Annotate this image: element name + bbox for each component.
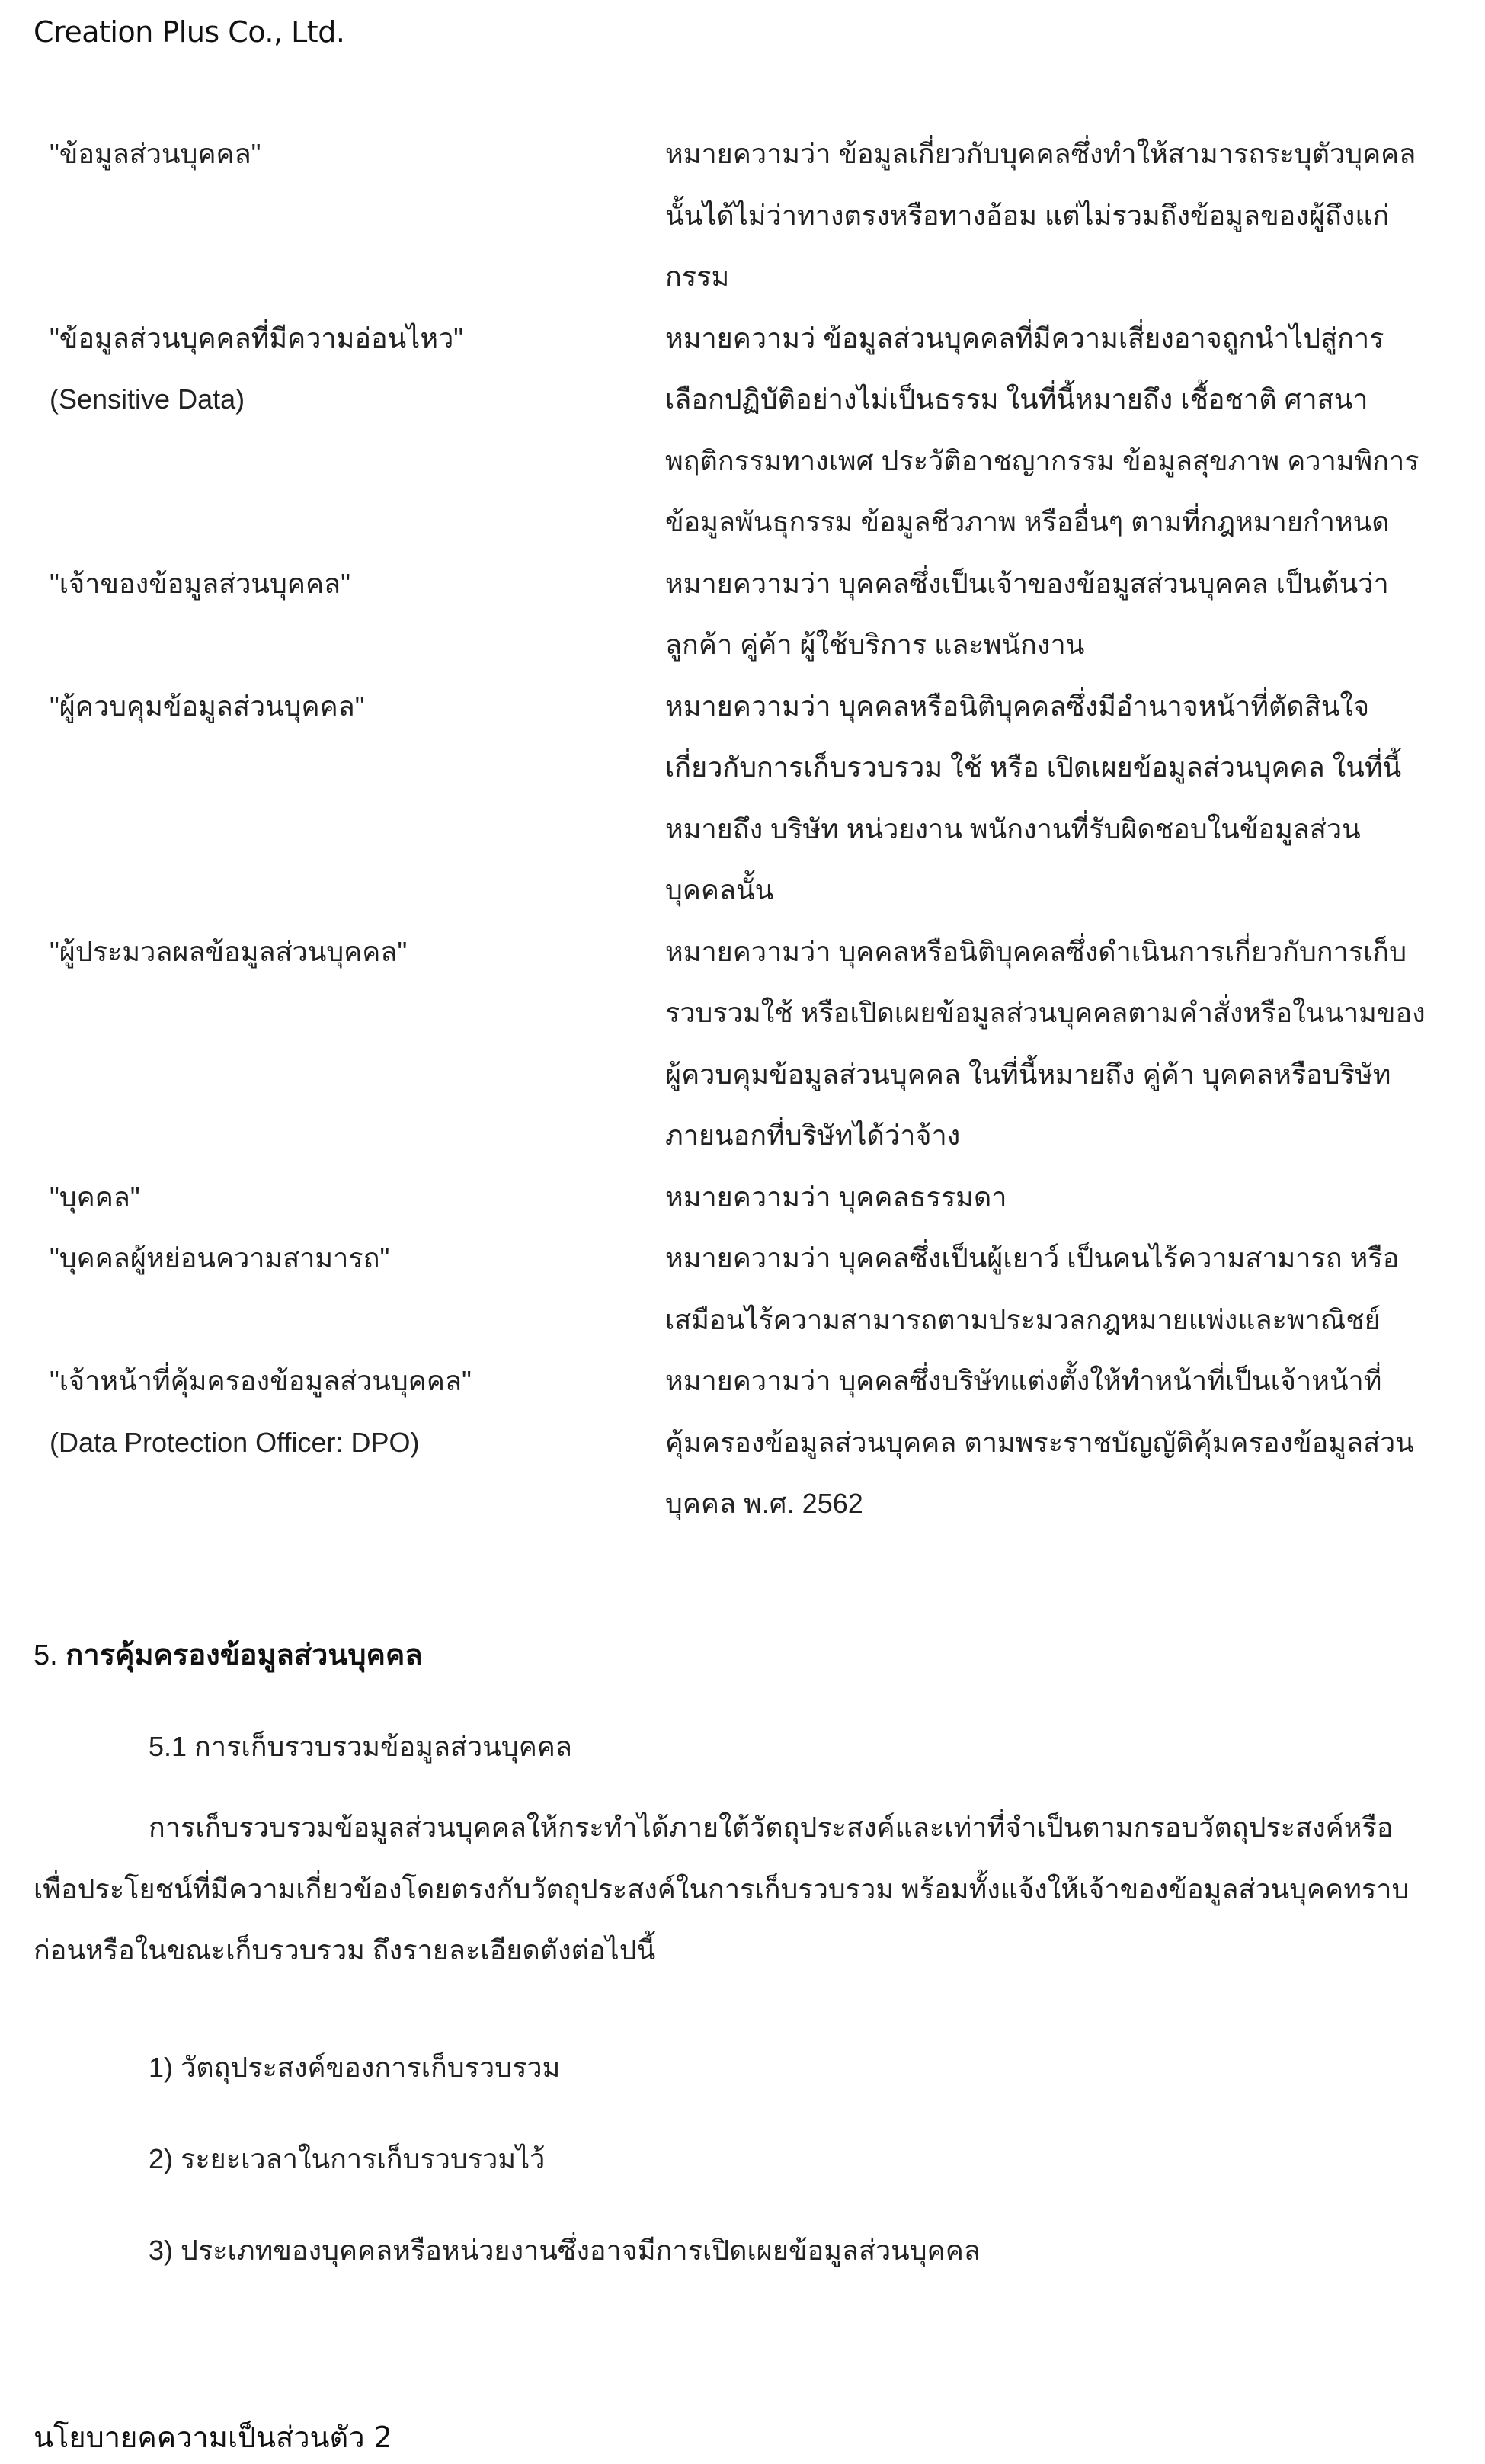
definition-term: [0, 1351, 616, 1473]
body-paragraph: [34, 1797, 1458, 1982]
definition-row: [0, 553, 1485, 676]
description-line: ภายนอกที่บริษัทได้ว่าจ้าง: [665, 1120, 961, 1151]
description-line: เกี่ยวกับการเก็บรวบรวม ใช้ หรือ เปิดเผยข้อมูลส่วนบุคคล ในที่นี้: [665, 751, 1402, 783]
definition-row: [0, 308, 1485, 553]
description-line: นั้นได้ไม่ว่าทางตรงหรือทางอ้อม แต่ไม่รวมถึงข้อมูลของผู้ถึงแก่: [665, 199, 1390, 231]
term-label: "ผู้ควบคุมข้อมูลส่วนบุคคล": [50, 690, 365, 722]
description-line: หมายความว่า บุคคลซึ่งเป็นผู้เยาว์ เป็นคนไร้ความสามารถ หรือ: [665, 1242, 1400, 1274]
description-line: หมายความว่า บุคคลซึ่งบริษัทแต่งตั้งให้ทำหน้าที่เป็นเจ้าหน้าที่: [665, 1365, 1382, 1396]
definition-row: [0, 1167, 1485, 1229]
description-line: หมายถึง บริษัท หน่วยงาน พนักงานที่รับผิดชอบในข้อมูลส่วน: [665, 812, 1361, 844]
term-label: "ข้อมูลส่วนบุคคลที่มีความอ่อนไหว": [50, 322, 464, 354]
description-line: ผู้ควบคุมข้อมูลส่วนบุคคล ในที่นี้หมายถึง คู่ค้า บุคคลหรือบริษัท: [665, 1058, 1391, 1090]
definition-term: [0, 676, 616, 738]
term-label: "บุคคลผู้หย่อนความสามารถ": [50, 1242, 390, 1274]
term-sublabel: (Data Protection Officer: DPO): [50, 1426, 420, 1458]
description-line: ข้อมูลพันธุกรรม ข้อมูลชีวภาพ หรืออื่นๆ ตามที่กฎหมายกำหนด: [665, 506, 1390, 537]
definition-term: [0, 921, 616, 983]
definition-description: [616, 1167, 1423, 1229]
definition-term: [0, 1167, 616, 1229]
paragraph-line: ก่อนหรือในขณะเก็บรวบรวม ถึงรายละเอียดตังต่อไปนี้: [34, 1934, 656, 1966]
definition-description: [616, 1351, 1423, 1535]
description-line: ลูกค้า คู่ค้า ผู้ใช้บริการ และพนักงาน: [665, 629, 1085, 660]
description-line: หมายความว่า บุคคลหรือนิติบุคคลซึ่งมีอำนาจหน้าที่ตัดสินใจ: [665, 690, 1370, 722]
description-line: บุคคลนั้น: [665, 874, 774, 905]
description-line: รวบรวมใช้ หรือเปิดเผยข้อมูลส่วนบุคคลตามคำสั่งหรือในนามของ: [665, 997, 1426, 1028]
description-line: บุคคล พ.ศ. 2562: [665, 1488, 863, 1519]
definition-term: [0, 1228, 616, 1290]
term-label: "ข้อมูลส่วนบุคคล": [50, 138, 261, 169]
definition-description: [616, 553, 1423, 676]
definition-term: [0, 308, 616, 431]
definition-row: [0, 676, 1485, 921]
definitions-table: [0, 123, 1485, 1535]
definition-row: [0, 123, 1485, 308]
description-line: หมายความว่า บุคคลธรรมดา: [665, 1181, 1007, 1213]
paragraph-line: การเก็บรวบรวมข้อมูลส่วนบุคคลให้กระทำได้ภายใต้วัตถุประสงค์และเท่าที่จำเป็นตามกรอบวัตถุประสงค์หรือ: [149, 1812, 1394, 1843]
description-line: หมายความว่า บุคคลซึ่งเป็นเจ้าของข้อมูสส่วนบุคคล เป็นต้นว่า: [665, 567, 1389, 599]
description-line: เสมือนไร้ความสามารถตามประมวลกฎหมายแพ่งและพาณิชย์: [665, 1303, 1381, 1335]
term-label: "เจ้าหน้าที่คุ้มครองข้อมูลส่วนบุคคล": [50, 1365, 472, 1396]
definition-description: [616, 308, 1423, 553]
description-line: คุ้มครองข้อมูลส่วนบุคคล ตามพระราชบัญญัติคุ้มครองข้อมูลส่วน: [665, 1426, 1414, 1458]
company-header: Creation Plus Co., Ltd.: [34, 15, 345, 49]
section-heading: [34, 1633, 423, 1678]
section-title: การคุ้มครองข้อมูลส่วนบุคคล: [66, 1639, 423, 1671]
definition-row: [0, 1228, 1485, 1351]
description-line: เลือกปฏิบัติอย่างไม่เป็นธรรม ในที่นี้หมายถึง เชื้อชาติ ศาสนา: [665, 383, 1368, 415]
term-sublabel: (Sensitive Data): [50, 383, 245, 415]
definition-row: [0, 921, 1485, 1167]
description-line: หมายความว่ ข้อมูลส่วนบุคคลที่มีความเสี่ยงอาจถูกนำไปสู่การ: [665, 322, 1384, 354]
definition-description: [616, 123, 1423, 308]
section-number: 5.: [34, 1639, 58, 1671]
numbered-list: [149, 2045, 981, 2319]
term-label: "เจ้าของข้อมูลส่วนบุคคล": [50, 567, 350, 599]
definition-term: [0, 123, 616, 185]
description-line: หมายความว่า ข้อมูลเกี่ยวกับบุคคลซึ่งทำให้สามารถระบุตัวบุคคล: [665, 138, 1416, 169]
definition-description: [616, 1228, 1423, 1351]
list-item: 2) ระยะเวลาในการเก็บรวบรวมไว้: [149, 2143, 546, 2174]
page-footer: นโยบายคความเป็นส่วนตัว 2: [34, 2421, 392, 2454]
term-label: "บุคคล": [50, 1181, 140, 1213]
term-label: "ผู้ประมวลผลข้อมูลส่วนบุคคล": [50, 935, 408, 967]
description-line: หมายความว่า บุคคลหรือนิติบุคคลซึ่งดำเนินการเกี่ยวกับการเก็บ: [665, 935, 1407, 967]
paragraph-line: เพื่อประโยชน์ที่มีความเกี่ยวข้องโดยตรงกับวัตถุประสงค์ในการเก็บรวบรวม พร้อมทั้งแจ้งให้เจ้าของข้อมูลส่วนบุคคทราบ: [34, 1873, 1410, 1905]
description-line: พฤติกรรมทางเพศ ประวัติอาชญากรรม ข้อมูลสุขภาพ ความพิการ: [665, 444, 1419, 476]
list-item: 3) ประเภทของบุคคลหรือหน่วยงานซึ่งอาจมีการเปิดเผยข้อมูลส่วนบุคคล: [149, 2235, 981, 2266]
subsection-heading: 5.1 การเก็บรวบรวมข้อมูลส่วนบุคคล: [149, 1731, 572, 1762]
definition-description: [616, 921, 1426, 1167]
definition-term: [0, 553, 616, 615]
definition-description: [616, 676, 1423, 921]
definition-row: [0, 1351, 1485, 1535]
description-line: กรรม: [665, 261, 730, 292]
list-item: 1) วัตถุประสงค์ของการเก็บรวบรวม: [149, 2052, 561, 2083]
